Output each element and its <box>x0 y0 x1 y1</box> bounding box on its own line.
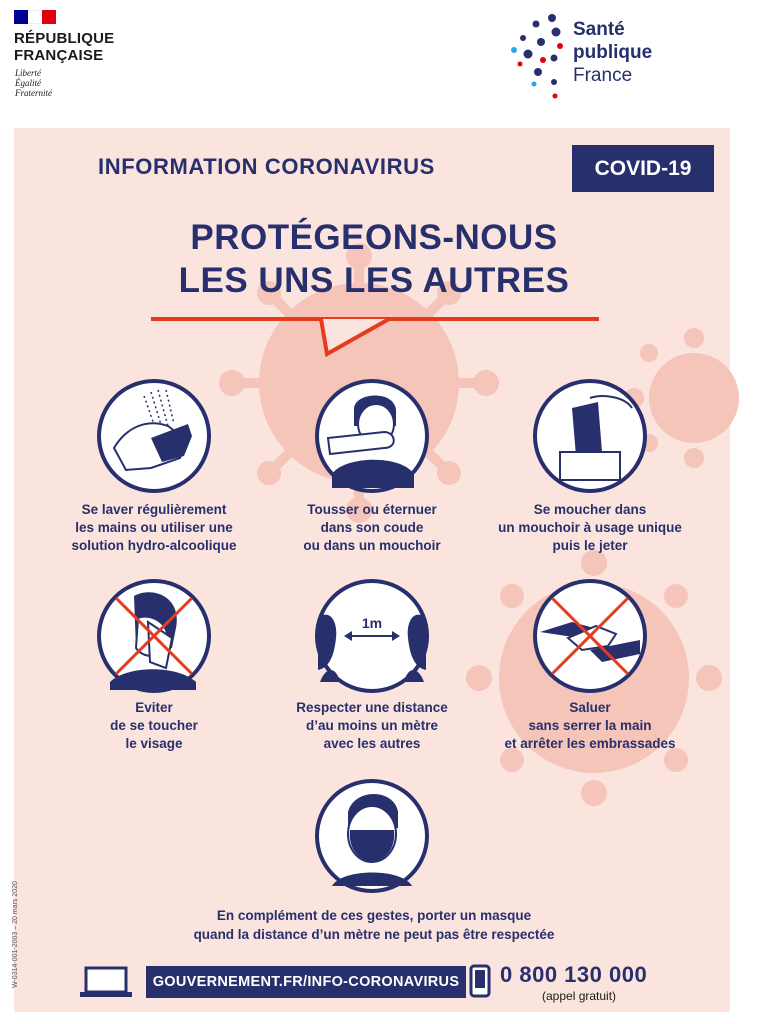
sante-publique-wordmark: Santé publique France <box>573 19 653 86</box>
covid-badge: COVID-19 <box>572 145 714 192</box>
republic-motto: Liberté Égalité Fraternité <box>15 68 52 98</box>
phone-number[interactable]: 0 800 130 000 <box>500 962 648 987</box>
mask-advice-text: En complément de ces gestes, porter un masque quand la distance d’un mètre ne peut pas être respectée <box>193 908 555 942</box>
caption-hand-washing: Se laver régulièrement les mains ou utiliser une solution hydro-alcoolique <box>71 502 237 553</box>
face-mask-icon <box>314 778 430 894</box>
cough-elbow-icon <box>314 378 430 494</box>
hand-washing-icon <box>96 378 212 494</box>
marianne-flag-icon <box>14 10 56 24</box>
phone-note: (appel gratuit) <box>542 989 617 1003</box>
no-face-touch-icon <box>96 578 212 694</box>
caption-cough-elbow: Tousser ou éternuer dans son coude ou dans un mouchoir <box>303 502 441 553</box>
caption-distance: Respecter une distance d’au moins un mètre avec les autres <box>296 700 448 751</box>
info-coronavirus-title: INFORMATION CORONAVIRUS <box>98 154 435 179</box>
phone-icon <box>469 964 491 998</box>
speech-underline-icon <box>149 316 599 358</box>
caption-no-handshake: Saluer sans serrer la main et arrêter les embrassades <box>504 700 676 751</box>
distance-icon <box>314 578 430 694</box>
page-header <box>0 0 730 126</box>
document-reference: W-0314-001-2003 – 20 mars 2020 <box>12 881 19 988</box>
republique-francaise-title: RÉPUBLIQUE FRANÇAISE <box>14 30 115 64</box>
tissue-box-icon <box>532 378 648 494</box>
poster-panel <box>14 128 730 1012</box>
headline: PROTÉGEONS-NOUS LES UNS LES AUTRES <box>178 218 570 300</box>
laptop-icon <box>78 966 134 998</box>
info-url-link[interactable]: GOUVERNEMENT.FR/INFO-CORONAVIRUS <box>146 966 466 998</box>
no-handshake-icon <box>532 578 648 694</box>
distance-label: 1m <box>361 615 383 631</box>
caption-tissue: Se moucher dans un mouchoir à usage unique puis le jeter <box>498 502 682 553</box>
caption-no-face-touch: Eviter de se toucher le visage <box>110 700 198 751</box>
